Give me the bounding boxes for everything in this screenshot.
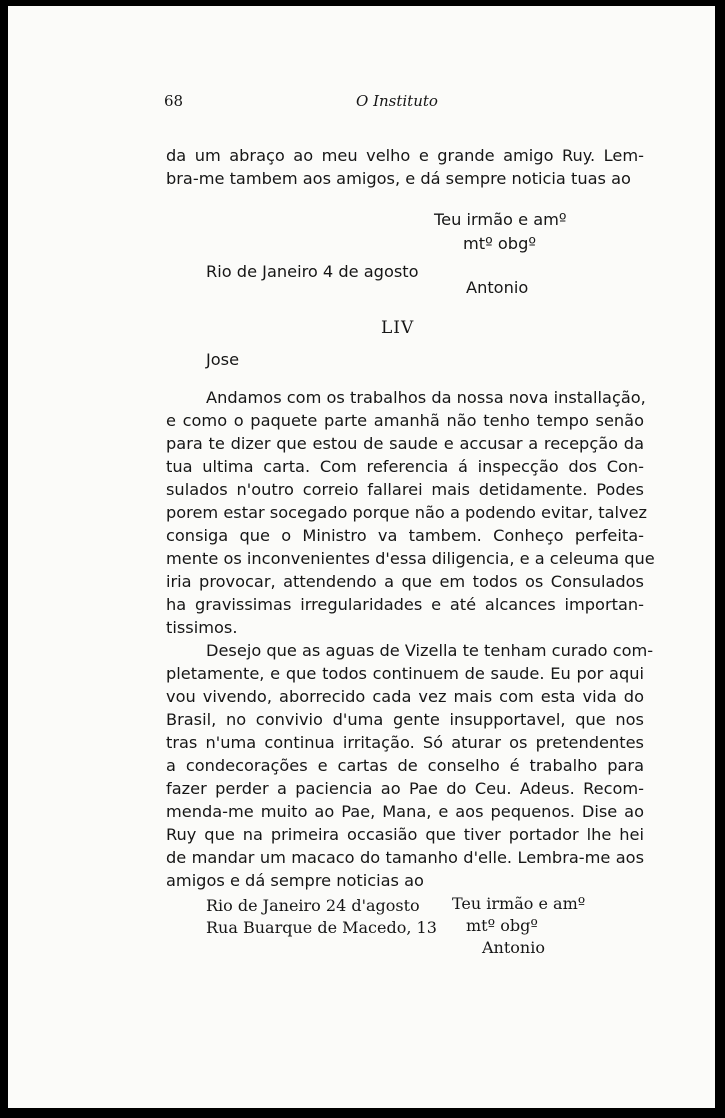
- text-line: Brasil, no convivio d'uma gente insupportavel, que nos: [166, 710, 644, 729]
- text-line: bra-me tambem aos amigos, e dá sempre noticia tuas ao: [166, 169, 631, 188]
- page-number: 68: [164, 92, 184, 110]
- text-line: da um abraço ao meu velho e grande amigo Ruy. Lem-: [166, 146, 644, 165]
- text-line: iria provocar, attendendo a que em todos os Consulados: [166, 572, 644, 591]
- closing-signature-name: Antonio: [482, 938, 545, 957]
- signoff-line-1: Teu irmão e amº: [434, 210, 567, 229]
- text-line: vou vivendo, aborrecido cada vez mais com esta vida do: [166, 687, 644, 706]
- closing-signoff-line-2: mtº obgº: [466, 916, 538, 935]
- signoff-line-2: mtº obgº: [463, 234, 536, 253]
- salutation: Jose: [206, 350, 240, 369]
- text-line: pletamente, e que todos continuem de saude. Eu por aqui: [166, 664, 644, 683]
- closing-place-date: Rio de Janeiro 24 d'agosto: [206, 896, 420, 915]
- running-title: O Instituto: [356, 92, 438, 110]
- text-line: sulados n'outro correio fallarei mais detidamente. Podes: [166, 480, 644, 499]
- text-line: consiga que o Ministro va tambem. Conheço perfeita-: [166, 526, 644, 545]
- signature-name: Antonio: [466, 278, 529, 297]
- text-line: mente os inconvenientes d'essa diligencia, e a celeuma que: [166, 549, 655, 568]
- place-date: Rio de Janeiro 4 de agosto: [206, 262, 419, 281]
- text-line: menda-me muito ao Pae, Mana, e aos pequenos. Dise ao: [166, 802, 644, 821]
- text-line: fazer perder a paciencia ao Pae do Ceu. Adeus. Recom-: [166, 779, 644, 798]
- text-line: tras n'uma continua irritação. Só aturar os pretendentes: [166, 733, 644, 752]
- text-line: para te dizer que estou de saude e accusar a recepção da: [166, 434, 644, 453]
- book-page: [8, 6, 715, 1108]
- text-line: porem estar socegado porque não a podendo evitar, talvez: [166, 503, 648, 522]
- text-line: Ruy que na primeira occasião que tiver portador lhe hei: [166, 825, 644, 844]
- text-line: e como o paquete parte amanhã não tenho tempo senão: [166, 411, 644, 430]
- text-line: tua ultima carta. Com referencia á inspecção dos Con-: [166, 457, 644, 476]
- text-line: tissimos.: [166, 618, 238, 637]
- text-line: Desejo que as aguas de Vizella te tenham curado com-: [206, 641, 654, 660]
- text-line: a condecorações e cartas de conselho é trabalho para: [166, 756, 644, 775]
- text-line: Andamos com os trabalhos da nossa nova installação,: [206, 388, 646, 407]
- closing-address: Rua Buarque de Macedo, 13: [206, 918, 437, 937]
- text-line: de mandar um macaco do tamanho d'elle. Lembra-me aos: [166, 848, 644, 867]
- text-line: amigos e dá sempre noticias ao: [166, 871, 424, 890]
- section-numeral: LIV: [381, 318, 415, 338]
- text-line: ha gravissimas irregularidades e até alcances importan-: [166, 595, 644, 614]
- closing-signoff-line-1: Teu irmão e amº: [452, 894, 586, 913]
